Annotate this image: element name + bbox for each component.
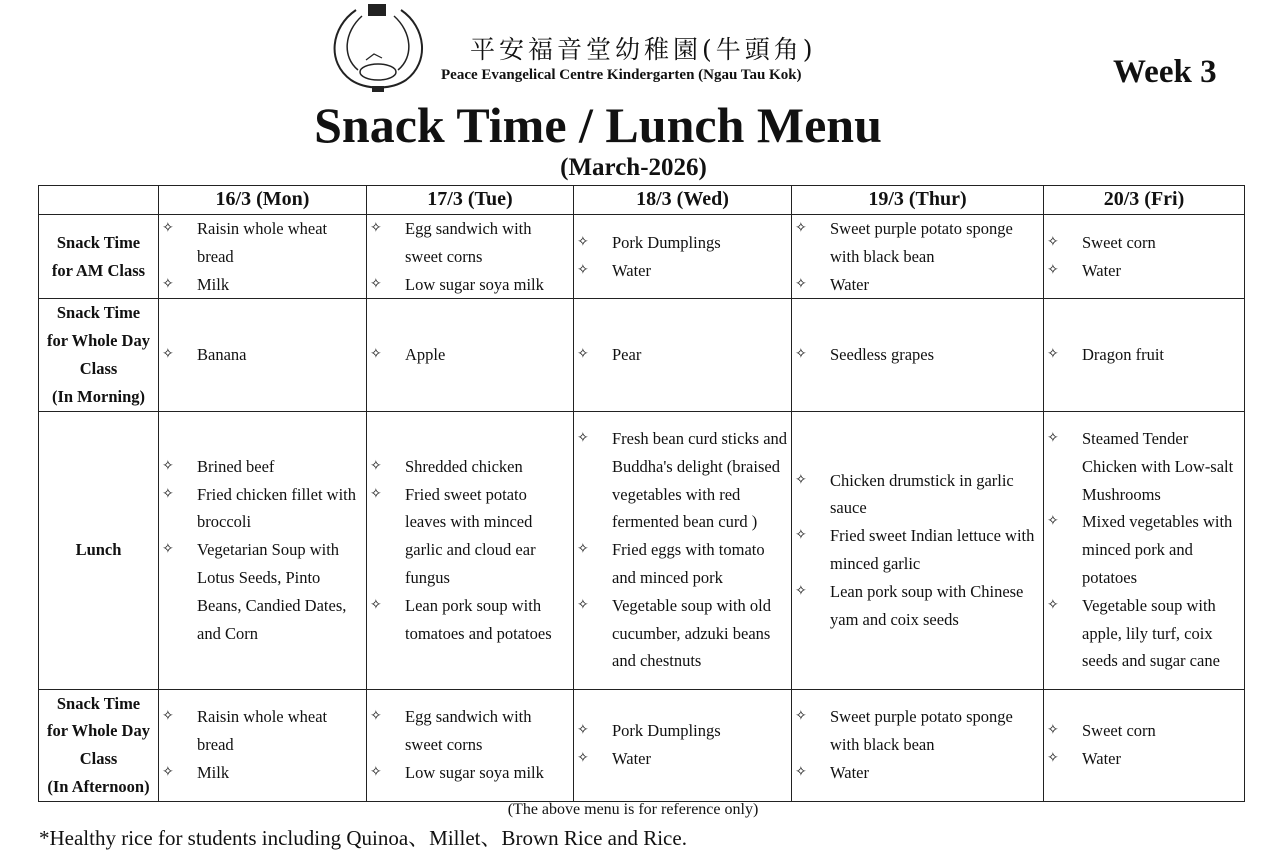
menu-item-text: Sweet purple potato sponge with black bean xyxy=(830,707,1013,755)
menu-item-text: Vegetarian Soup with Lotus Seeds, Pinto Beans, Candied Dates, and Corn xyxy=(197,540,347,643)
menu-item-text: Water xyxy=(830,274,869,294)
row-label xyxy=(39,689,159,801)
bullet-icon: ✧ xyxy=(370,596,382,613)
bullet-icon: ✧ xyxy=(795,220,807,236)
menu-item-text: Water xyxy=(830,763,869,783)
day-header: 18/3 (Wed) xyxy=(574,186,792,215)
menu-item xyxy=(1044,745,1244,773)
menu-item-text: Sweet corn xyxy=(1082,232,1156,252)
menu-item-list xyxy=(159,453,366,648)
bullet-icon: ✧ xyxy=(162,708,174,725)
menu-item xyxy=(792,703,1043,759)
menu-item-text: Raisin whole wheat bread xyxy=(197,707,328,755)
menu-item xyxy=(159,453,366,481)
menu-item-list xyxy=(367,453,573,648)
menu-item-list xyxy=(792,467,1043,634)
menu-item xyxy=(1044,341,1244,369)
bullet-icon: ✧ xyxy=(370,708,382,725)
menu-item xyxy=(159,703,366,759)
menu-item-text: Low sugar soya milk xyxy=(405,763,544,783)
menu-item xyxy=(792,759,1043,787)
menu-item xyxy=(159,341,366,369)
bullet-icon: ✧ xyxy=(795,527,807,544)
menu-item-text: Water xyxy=(1082,260,1121,280)
bullet-icon: ✧ xyxy=(162,457,174,474)
menu-cell xyxy=(574,299,792,411)
menu-item-text: Banana xyxy=(197,345,247,365)
menu-item-text: Seedless grapes xyxy=(830,345,935,365)
menu-item xyxy=(792,578,1043,634)
menu-cell xyxy=(367,215,574,299)
row-label xyxy=(39,215,159,299)
menu-item xyxy=(574,717,791,745)
menu-item-text: Fried eggs with tomato and minced pork xyxy=(612,540,765,587)
menu-item xyxy=(159,215,366,271)
menu-item-text: Fried sweet Indian lettuce with minced garlic xyxy=(830,526,1035,574)
row-label-line: for Whole Day xyxy=(47,331,150,351)
bullet-icon: ✧ xyxy=(795,708,807,725)
menu-cell xyxy=(367,299,574,411)
day-header: 17/3 (Tue) xyxy=(367,186,574,215)
bullet-icon: ✧ xyxy=(162,764,174,781)
menu-item-text: Milk xyxy=(197,763,230,783)
bullet-icon: ✧ xyxy=(1047,233,1059,250)
row-label-line: Snack Time xyxy=(56,693,141,713)
menu-item-text: Dragon fruit xyxy=(1082,345,1165,365)
bullet-icon: ✧ xyxy=(370,485,382,502)
menu-cell xyxy=(159,215,367,299)
menu-item-text: Shredded chicken xyxy=(405,456,523,476)
bullet-icon: ✧ xyxy=(795,275,807,292)
menu-row xyxy=(39,215,1245,299)
menu-item xyxy=(792,215,1043,271)
menu-item xyxy=(1044,717,1244,745)
row-label xyxy=(39,411,159,689)
day-header: 16/3 (Mon) xyxy=(159,186,367,215)
menu-cell xyxy=(792,411,1044,689)
row-label-line: (In Morning) xyxy=(51,386,146,406)
bullet-icon: ✧ xyxy=(577,541,589,558)
bullet-icon: ✧ xyxy=(577,346,589,363)
reference-note: (The above menu is for reference only) xyxy=(507,801,759,818)
menu-cell xyxy=(792,689,1044,801)
menu-item xyxy=(159,481,366,537)
bullet-icon: ✧ xyxy=(577,722,589,739)
menu-item-list xyxy=(574,229,791,285)
menu-item-text: Egg sandwich with sweet corns xyxy=(405,707,532,755)
menu-item-text: Apple xyxy=(405,345,446,365)
menu-item-list xyxy=(1044,229,1244,285)
day-header: 20/3 (Fri) xyxy=(1044,186,1245,215)
school-english-name: Peace Evangelical Centre Kindergarten (Ngau Tau Kok) xyxy=(441,67,802,83)
menu-item-text: Water xyxy=(612,260,651,280)
row-label-line: Class xyxy=(79,358,118,378)
menu-row xyxy=(39,689,1245,801)
bullet-icon: ✧ xyxy=(162,346,174,363)
menu-item-text: Fresh bean curd sticks and Buddha's delight (braised vegetables with red fermented bean curd ) xyxy=(612,428,788,532)
bullet-icon: ✧ xyxy=(577,261,589,278)
menu-item xyxy=(159,759,366,787)
menu-item-text: Water xyxy=(612,749,651,769)
bullet-icon: ✧ xyxy=(577,596,589,613)
menu-cell xyxy=(367,411,574,689)
menu-item-text: Mixed vegetables with minced pork and potatoes xyxy=(1082,512,1233,587)
week-label: Week 3 xyxy=(1113,54,1217,90)
menu-cell xyxy=(159,689,367,801)
menu-item xyxy=(574,229,791,257)
menu-item-text: Fried sweet potato leaves with minced garlic and cloud ear fungus xyxy=(405,484,536,587)
menu-item-text: Chicken drumstick in garlic sauce xyxy=(830,470,1014,518)
menu-item-text: Low sugar soya milk xyxy=(405,274,544,294)
menu-item-text: Pork Dumplings xyxy=(612,721,721,741)
row-label-line: for Whole Day xyxy=(47,721,150,741)
menu-item xyxy=(574,592,791,675)
menu-item-list xyxy=(1044,717,1244,773)
menu-item-list xyxy=(574,341,791,369)
menu-cell xyxy=(159,411,367,689)
menu-item-text: Sweet purple potato sponge with black bean xyxy=(830,219,1013,266)
menu-item-text: Lean pork soup with Chinese yam and coix seeds xyxy=(830,581,1024,629)
menu-item-list xyxy=(574,717,791,773)
row-label-line: Snack Time xyxy=(56,232,141,252)
menu-cell xyxy=(574,411,792,689)
row-label-line: (In Afternoon) xyxy=(47,776,150,796)
row-label-line: Lunch xyxy=(75,540,122,560)
row-label-line: Class xyxy=(79,749,118,769)
menu-item xyxy=(1044,592,1244,675)
menu-item xyxy=(367,759,573,787)
menu-cell xyxy=(792,215,1044,299)
month-label: (March-2026) xyxy=(560,154,707,181)
bullet-icon: ✧ xyxy=(1047,429,1059,446)
menu-item xyxy=(574,257,791,285)
bullet-icon: ✧ xyxy=(795,764,807,781)
menu-item xyxy=(792,271,1043,299)
footnote: *Healthy rice for students including Quinoa、Millet、Brown Rice and Rice. xyxy=(39,826,687,850)
menu-item-text: Lean pork soup with tomatoes and potatoes xyxy=(405,595,552,643)
bullet-icon: ✧ xyxy=(370,764,382,781)
menu-item-list xyxy=(792,341,1043,369)
menu-item-text: Sweet corn xyxy=(1082,721,1156,741)
menu-table xyxy=(38,185,1245,802)
menu-item xyxy=(574,745,791,773)
row-label xyxy=(39,299,159,411)
menu-item xyxy=(574,341,791,369)
menu-cell xyxy=(1044,299,1245,411)
menu-item-text: Brined beef xyxy=(197,456,275,476)
menu-item-text: Fried chicken fillet with broccoli xyxy=(197,484,356,532)
bullet-icon: ✧ xyxy=(370,346,382,363)
corner-cell xyxy=(39,186,159,215)
bullet-icon: ✧ xyxy=(795,346,807,363)
menu-item-list xyxy=(574,425,791,675)
menu-item-text: Vegetable soup with old cucumber, adzuki beans and chestnuts xyxy=(612,595,772,671)
bullet-icon: ✧ xyxy=(577,429,589,446)
menu-item xyxy=(792,341,1043,369)
menu-item xyxy=(574,536,791,592)
menu-item-list xyxy=(1044,425,1244,675)
menu-item-list xyxy=(159,341,366,369)
menu-item-list xyxy=(367,341,573,369)
header-row xyxy=(39,186,1245,215)
menu-item-text: Raisin whole wheat bread xyxy=(197,219,328,266)
menu-item xyxy=(1044,508,1244,591)
menu-item-text: Water xyxy=(1082,749,1121,769)
menu-item-text: Milk xyxy=(197,274,230,294)
menu-cell xyxy=(1044,411,1245,689)
bullet-icon: ✧ xyxy=(162,220,174,236)
bullet-icon: ✧ xyxy=(1047,513,1059,530)
bullet-icon: ✧ xyxy=(1047,346,1059,363)
menu-item-list xyxy=(367,703,573,786)
bullet-icon: ✧ xyxy=(162,275,174,292)
menu-item-text: Vegetable soup with apple, lily turf, coix seeds and sugar cane xyxy=(1082,595,1220,671)
menu-item xyxy=(792,467,1043,523)
bullet-icon: ✧ xyxy=(370,457,382,474)
menu-item xyxy=(367,592,573,648)
menu-row xyxy=(39,299,1245,411)
menu-item xyxy=(367,481,573,592)
bullet-icon: ✧ xyxy=(1047,750,1059,767)
bullet-icon: ✧ xyxy=(1047,722,1059,739)
menu-item xyxy=(367,341,573,369)
menu-item xyxy=(159,536,366,647)
menu-cell xyxy=(574,689,792,801)
bullet-icon: ✧ xyxy=(577,750,589,767)
menu-item xyxy=(367,703,573,759)
bullet-icon: ✧ xyxy=(370,275,382,292)
menu-item-list xyxy=(159,703,366,786)
menu-item-list xyxy=(792,703,1043,786)
menu-cell xyxy=(574,215,792,299)
bullet-icon: ✧ xyxy=(162,485,174,502)
menu-item-list xyxy=(792,215,1043,298)
bullet-icon: ✧ xyxy=(162,541,174,558)
menu-cell xyxy=(367,689,574,801)
bullet-icon: ✧ xyxy=(1047,596,1059,613)
menu-item-text: Pork Dumplings xyxy=(612,232,721,252)
menu-item xyxy=(159,271,366,299)
menu-item-text: Egg sandwich with sweet corns xyxy=(405,219,532,266)
menu-item-text: Steamed Tender Chicken with Low-salt Mushrooms xyxy=(1082,428,1234,504)
menu-cell xyxy=(1044,215,1245,299)
menu-item-list xyxy=(1044,341,1244,369)
row-label-line: for AM Class xyxy=(51,260,146,280)
school-chinese-name: 平安福音堂幼稚園(牛頭角) xyxy=(470,35,817,64)
kindergarten-logo xyxy=(326,2,430,98)
menu-cell xyxy=(159,299,367,411)
menu-item-list xyxy=(159,215,366,298)
menu-item xyxy=(1044,229,1244,257)
bullet-icon: ✧ xyxy=(1047,261,1059,278)
row-label-line: Snack Time xyxy=(56,303,141,323)
menu-item xyxy=(1044,257,1244,285)
menu-item xyxy=(367,271,573,299)
menu-item-list xyxy=(367,215,573,298)
menu-item xyxy=(367,453,573,481)
bullet-icon: ✧ xyxy=(795,471,807,488)
menu-row xyxy=(39,411,1245,689)
menu-item xyxy=(574,425,791,536)
day-header: 19/3 (Thur) xyxy=(792,186,1044,215)
menu-item xyxy=(792,522,1043,578)
menu-cell xyxy=(792,299,1044,411)
menu-item-text: Pear xyxy=(612,345,642,365)
page-title: Snack Time / Lunch Menu xyxy=(314,97,882,153)
bullet-icon: ✧ xyxy=(795,582,807,599)
menu-item xyxy=(367,215,573,271)
bullet-icon: ✧ xyxy=(577,233,589,250)
menu-item xyxy=(1044,425,1244,508)
bullet-icon: ✧ xyxy=(370,220,382,236)
menu-cell xyxy=(1044,689,1245,801)
